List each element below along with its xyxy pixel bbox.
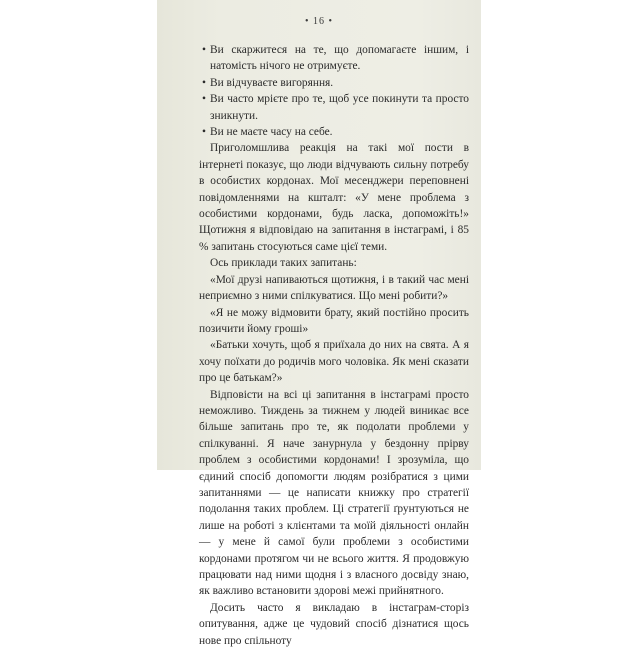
quote: «Мої друзі напиваються щотижня, і в такий час мені неприємно з ними спілкуватися. Що мені робити?» [199,273,469,303]
quote: «Я не можу відмовити брату, який постійно просить позичити йому гроші» [199,306,469,335]
bullet-icon: • [202,93,206,106]
bullet-item: • Ви скаржитеся на те, що допомагаєте іншим, і натомість нічого не отримуєте. [202,44,469,73]
quote: «Батьки хочуть, щоб я приїхала до них на свята. А я хочу поїхати до родичів мого чоловіка. Як мені сказати про це батькам?» [199,339,469,385]
bullet-icon: • [202,126,206,139]
paragraph: Відповісти на всі ці запитання в інстаграмі просто неможливо. Тиждень за тижнем у людей виникає все більше запитань про те, як подолати проблеми у спілкуванні. Я наче занурнула у бездонну прірву проблем з особистими кордонами! І зрозуміла, що єдиний спосіб допомогти людям розібратися з цими запитаннями — це написати книжку про стратегії подолання таких проблем. Ці стратегії ґрунтуються не лише на роботі з клієнтами та моїй діяльності онлайн — у мене й самої були проблеми з особистими кордонами протягом чи не всього життя. Я продовжую працювати над ними щодня і з власного досвіду знаю, як важливо встановити здорові межі прийнятного. [199,388,469,598]
bullet-item: • Ви часто мрієте про те, щоб усе покинути та просто зникнути. [202,93,469,122]
book-page [157,0,481,647]
paragraph: Досить часто я викладаю в інстаграм-сторіз опитування, адже це чудовий спосіб дізнатися щось нове про спільноту [199,601,469,647]
paragraph: Ось приклади таких запитань: [210,257,357,270]
paragraph: Приголомшлива реакція на такі мої пости в інтернеті показує, що люди відчувають сильну потребу в особистих кордонах. Мої месенджери переповнені повідомленнями на кшталт: «У мене проблема з особистими кордонами, будь ласка, допоможіть!» Щотижня я відповідаю на запитання в інстаграмі, і 85 % запитань стосуються саме цієї теми. [199,142,469,253]
bullet-icon: • [202,44,206,56]
page-number: • 16 • [304,16,334,27]
bullet-item: • Ви відчуваєте вигоряння. [199,75,469,91]
bullet-item: • Ви не маєте часу на себе. [199,124,469,140]
page-text [199,42,469,649]
bullet-icon: • [202,76,206,89]
